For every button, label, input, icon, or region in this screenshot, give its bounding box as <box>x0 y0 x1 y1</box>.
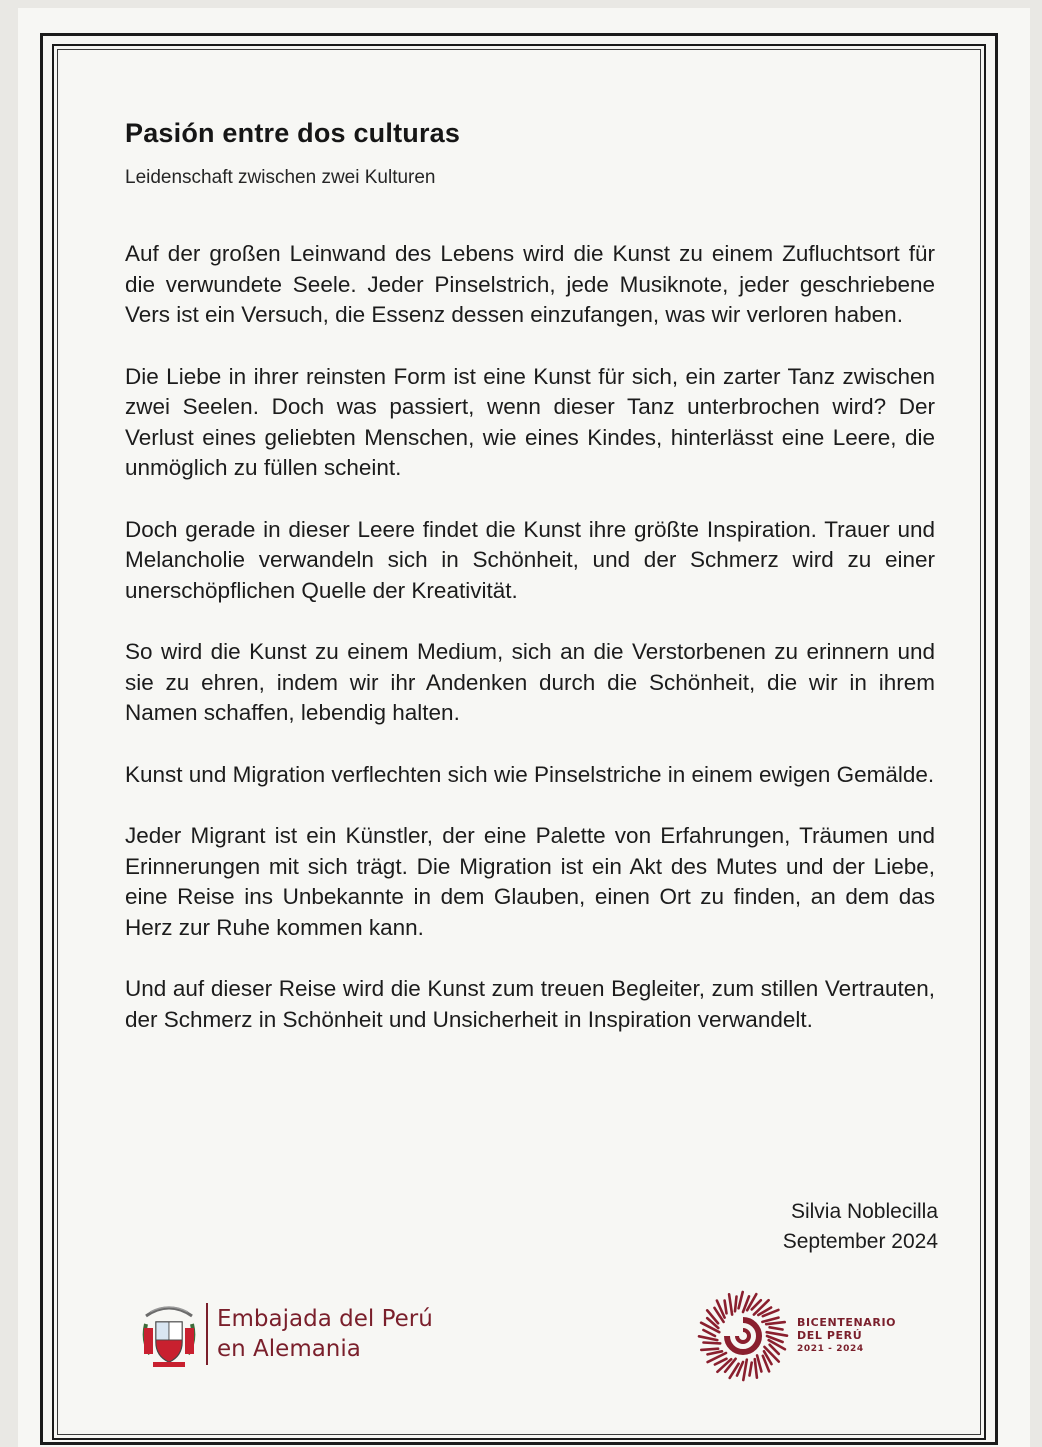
spiral-ray <box>708 1351 723 1354</box>
paragraph: Jeder Migrant ist ein Künstler, der eine Palette von Erfahrungen, Träumen und Erinnerungen mit sich trägt. Die Migration ist ein Akt des Mutes und der Liebe, eine Reise ins Unbekannte in dem Glauben, einen Ort zu finden, an dem das Herz zur Ruhe kommen kann. <box>125 823 935 940</box>
spiral-ray <box>701 1349 718 1350</box>
spiral-ray <box>767 1332 787 1336</box>
spiral-ray <box>755 1359 757 1378</box>
spiral-ray <box>735 1297 737 1312</box>
document-body <box>125 239 935 1035</box>
spiral-ray <box>750 1363 752 1376</box>
spiral-ray <box>725 1301 727 1314</box>
bicentenario-line3: 2021 - 2024 <box>797 1344 864 1354</box>
paragraph: Und auf dieser Reise wird die Kunst zum treuen Begleiter, zum stillen Vertrauten, der Schmerz in Schönheit und Unsicherheit in Inspiration verwandelt. <box>125 976 935 1032</box>
signature-block <box>783 1197 938 1257</box>
spiral-ray <box>704 1343 721 1344</box>
spiral-ray <box>757 1355 761 1371</box>
spiral-ray <box>766 1322 785 1324</box>
logo-divider <box>206 1303 208 1365</box>
document-title: Pasión entre dos culturas <box>125 118 461 148</box>
paragraph: Die Liebe in ihrer reinsten Form ist eine Kunst für sich, ein zarter Tanz zwischen zwei Seelen. Doch was passiert, wenn dieser Tanz unterbrochen wird? Der Verlust eines geliebten Menschen, wie eines Kindes, hinterlässt eine Leere, die unmöglich zu füllen scheint. <box>125 363 935 480</box>
signature-date: September 2024 <box>782 1230 938 1253</box>
embassy-name-line1: Embajada del Perú <box>217 1306 433 1332</box>
paragraph: Kunst und Migration verflechten sich wie Pinselstriche in einem ewigen Gemälde. <box>125 761 935 787</box>
spiral-ray <box>703 1330 715 1336</box>
peru-coat-of-arms-icon <box>140 1298 198 1370</box>
bicentenario-line1: BICENTENARIO <box>797 1316 897 1329</box>
paragraph: So wird die Kunst zu einem Medium, sich an die Verstorbenen zu erinnern und sie zu ehren, indem wir ihr Andenken durch die Schönheit, die wir in ihrem Namen schaffen, lebendig halten. <box>125 639 935 725</box>
embassy-logo <box>140 1298 433 1370</box>
signature-author: Silvia Noblecilla <box>790 1200 938 1223</box>
document-subtitle: Leidenschaft zwischen zwei Kulturen <box>125 167 436 188</box>
spiral-ray <box>729 1294 732 1314</box>
document-content <box>125 118 935 1066</box>
spiral-ray <box>770 1327 783 1329</box>
embassy-name-line2: en Alemania <box>217 1336 361 1362</box>
spiral-ray <box>762 1318 778 1322</box>
bicentenario-logo <box>697 1290 896 1382</box>
paragraph: Auf der großen Leinwand des Lebens wird die Kunst zu einem Zufluchtsort für die verwundete Seele. Jeder Pinselstrich, jede Musiknote, jeder geschriebene Vers ist ein Versuch, die Essenz dessen einzufangen, was wir verloren haben. <box>125 241 935 327</box>
paragraph: Doch gerade in dieser Leere findet die Kunst ihre größte Inspiration. Trauer und Melancholie verwandeln sich in Schönheit, und der Schmerz wird zu einer unerschöpflichen Quelle der Kreativität. <box>125 516 935 603</box>
bicentenario-text <box>797 1316 896 1356</box>
spiral-ray <box>739 1292 743 1308</box>
bicentenario-spiral-icon <box>697 1290 789 1382</box>
embassy-name <box>217 1304 433 1364</box>
bicentenario-line2: DEL PERÚ <box>797 1329 863 1342</box>
